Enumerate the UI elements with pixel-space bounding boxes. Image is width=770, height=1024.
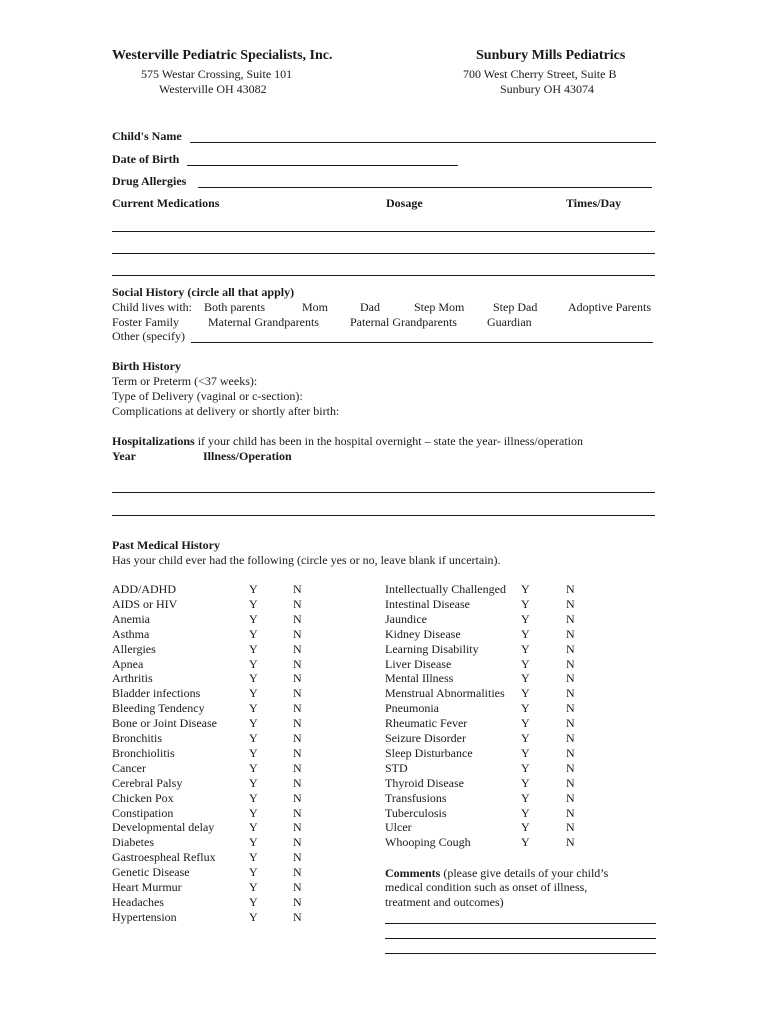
condition-label: Hypertension	[112, 909, 177, 924]
condition-label: Ulcer	[385, 820, 412, 835]
yes-option[interactable]: Y	[249, 820, 258, 835]
yes-option[interactable]: Y	[249, 894, 258, 909]
option-mom[interactable]: Mom	[302, 300, 329, 314]
no-option[interactable]: N	[566, 731, 575, 745]
yes-option[interactable]: Y	[249, 701, 258, 716]
no-option[interactable]: N	[566, 701, 575, 716]
drug-allergies-label: Drug Allergies	[112, 174, 187, 188]
comments-field-line-1[interactable]	[385, 910, 656, 924]
yes-option[interactable]: Y	[249, 596, 258, 611]
complications-label: Complications at delivery or shortly after birth:	[112, 404, 340, 418]
hospitalizations-title: Hospitalizations	[112, 434, 195, 448]
medication-line-3[interactable]	[112, 262, 655, 276]
condition-label: Bronchitis	[112, 731, 162, 745]
condition-label: Sleep Disturbance	[385, 745, 473, 760]
condition-label: Gastroespheal Reflux	[112, 850, 216, 865]
yes-option[interactable]: Y	[249, 656, 258, 671]
no-option[interactable]: N	[293, 775, 302, 790]
condition-label: Learning Disability	[385, 641, 479, 656]
term-preterm-label: Term or Preterm (<37 weeks):	[112, 374, 258, 388]
times-per-day-label: Times/Day	[566, 196, 622, 210]
comments-text-2: medical condition such as onset of illness,	[385, 880, 588, 894]
comments-label: Comments	[385, 866, 441, 880]
yes-option[interactable]: Y	[249, 731, 258, 745]
no-option[interactable]: N	[566, 820, 575, 835]
condition-label: Intellectually Challenged	[385, 582, 506, 596]
condition-label: STD	[385, 760, 408, 775]
pmh-title: Past Medical History	[112, 538, 220, 552]
hospitalizations-desc: if your child has been in the hospital overnight – state the year- illness/operation	[194, 434, 584, 448]
drug-allergies-field[interactable]	[198, 174, 652, 188]
no-option[interactable]: N	[293, 596, 302, 611]
condition-label: Menstrual Abnormalities	[385, 686, 505, 701]
condition-label: Bone or Joint Disease	[112, 716, 217, 731]
no-option[interactable]: N	[293, 656, 302, 671]
no-option[interactable]: N	[293, 671, 302, 686]
condition-label: Kidney Disease	[385, 626, 461, 641]
illness-operation-column-label: Illness/Operation	[203, 449, 292, 463]
condition-label: Arthritis	[112, 671, 153, 686]
comments-field-line-3[interactable]	[385, 940, 656, 954]
no-option[interactable]: N	[293, 894, 302, 909]
condition-label: Asthma	[112, 626, 150, 641]
comments-line-1	[385, 866, 608, 881]
pmh-instructions: Has your child ever had the following (circle yes or no, leave blank if uncertain).	[112, 553, 501, 567]
lives-with-label: Child lives with:	[112, 300, 193, 314]
condition-label: Cancer	[112, 760, 146, 775]
condition-label: Bronchiolitis	[112, 745, 175, 760]
childs-name-label: Child's Name	[112, 129, 182, 143]
no-option[interactable]: N	[566, 686, 575, 701]
no-option[interactable]: N	[293, 701, 302, 716]
yes-option[interactable]: Y	[521, 760, 530, 775]
condition-label: Intestinal Disease	[385, 596, 470, 611]
social-history-title: Social History (circle all that apply)	[112, 285, 295, 299]
condition-label: Tuberculosis	[385, 805, 447, 820]
condition-label: Headaches	[112, 894, 164, 909]
other-specify-label: Other (specify)	[112, 329, 185, 343]
no-option[interactable]: N	[566, 596, 575, 611]
condition-label: Thyroid Disease	[385, 775, 464, 790]
hospitalization-line-1[interactable]	[112, 479, 655, 493]
no-option[interactable]: N	[566, 835, 575, 850]
condition-label: Whooping Cough	[385, 835, 471, 850]
yes-option[interactable]: Y	[249, 909, 258, 924]
yes-option[interactable]: Y	[249, 686, 258, 701]
yes-option[interactable]: Y	[521, 596, 530, 611]
yes-option[interactable]: Y	[249, 671, 258, 686]
no-option[interactable]: N	[293, 626, 302, 641]
condition-label: Apnea	[112, 656, 144, 671]
no-option[interactable]: N	[293, 880, 302, 894]
condition-label: Allergies	[112, 641, 156, 656]
option-step-dad[interactable]: Step Dad	[493, 300, 538, 314]
option-paternal-grandparents[interactable]: Paternal Grandparents	[350, 315, 457, 329]
condition-label: Genetic Disease	[112, 865, 190, 880]
yes-option[interactable]: Y	[249, 582, 258, 596]
yes-option[interactable]: Y	[249, 835, 258, 850]
no-option[interactable]: N	[566, 582, 575, 596]
practice-address-left-2: Westerville OH 43082	[159, 82, 267, 96]
condition-label: Heart Murmur	[112, 880, 182, 894]
current-medications-label: Current Medications	[112, 196, 220, 210]
no-option[interactable]: N	[293, 641, 302, 656]
hospitalizations-heading	[112, 434, 583, 449]
no-option[interactable]: N	[566, 656, 575, 671]
condition-label: Chicken Pox	[112, 790, 174, 805]
yes-option[interactable]: Y	[521, 790, 530, 805]
comments-text-1: (please give details of your child’s	[440, 866, 609, 880]
condition-label: Mental Illness	[385, 671, 454, 686]
practice-address-right-1: 700 West Cherry Street, Suite B	[463, 67, 617, 81]
birth-history-title: Birth History	[112, 359, 181, 373]
yes-option[interactable]: Y	[249, 626, 258, 641]
yes-option[interactable]: Y	[249, 850, 258, 865]
condition-label: Rheumatic Fever	[385, 716, 468, 731]
no-option[interactable]: N	[293, 582, 302, 596]
condition-label: Bladder infections	[112, 686, 201, 701]
hospitalization-line-2[interactable]	[112, 502, 655, 516]
no-option[interactable]: N	[293, 850, 302, 865]
yes-option[interactable]: Y	[521, 626, 530, 641]
dosage-label: Dosage	[386, 196, 423, 210]
condition-label: AIDS or HIV	[112, 596, 178, 611]
yes-option[interactable]: Y	[521, 835, 530, 850]
delivery-type-label: Type of Delivery (vaginal or c-section):	[112, 389, 303, 403]
no-option[interactable]: N	[566, 790, 575, 805]
no-option[interactable]: N	[293, 731, 302, 745]
option-guardian[interactable]: Guardian	[487, 315, 532, 329]
option-both-parents[interactable]: Both parents	[204, 300, 265, 314]
option-step-mom[interactable]: Step Mom	[414, 300, 465, 314]
yes-option[interactable]: Y	[521, 701, 530, 716]
condition-label: Seizure Disorder	[385, 731, 466, 745]
yes-option[interactable]: Y	[249, 611, 258, 626]
no-option[interactable]: N	[293, 909, 302, 924]
yes-option[interactable]: Y	[249, 790, 258, 805]
yes-option[interactable]: Y	[249, 641, 258, 656]
comments-text-3: treatment and outcomes)	[385, 895, 504, 909]
dob-field[interactable]	[187, 152, 458, 166]
medication-line-1[interactable]	[112, 218, 655, 232]
no-option[interactable]: N	[566, 760, 575, 775]
no-option[interactable]: N	[566, 775, 575, 790]
condition-label: Liver Disease	[385, 656, 452, 671]
condition-label: Pneumonia	[385, 701, 439, 716]
year-column-label: Year	[112, 449, 136, 463]
yes-option[interactable]: Y	[521, 686, 530, 701]
no-option[interactable]: N	[566, 805, 575, 820]
no-option[interactable]: N	[566, 716, 575, 731]
yes-option[interactable]: Y	[521, 582, 530, 596]
medication-line-2[interactable]	[112, 240, 655, 254]
no-option[interactable]: N	[566, 671, 575, 686]
other-specify-field[interactable]	[191, 329, 653, 343]
condition-label: ADD/ADHD	[112, 582, 176, 596]
option-foster-family[interactable]: Foster Family	[112, 315, 180, 329]
yes-option[interactable]: Y	[521, 641, 530, 656]
option-adoptive-parents[interactable]: Adoptive Parents	[568, 300, 651, 314]
yes-option[interactable]: Y	[521, 671, 530, 686]
practice-name-right: Sunbury Mills Pediatrics	[476, 48, 626, 63]
no-option[interactable]: N	[293, 611, 302, 626]
yes-option[interactable]: Y	[521, 731, 530, 745]
dob-label: Date of Birth	[112, 152, 180, 166]
no-option[interactable]: N	[293, 716, 302, 731]
practice-address-left-1: 575 Westar Crossing, Suite 101	[141, 67, 293, 81]
no-option[interactable]: N	[293, 760, 302, 775]
condition-label: Cerebral Palsy	[112, 775, 183, 790]
no-option[interactable]: N	[293, 805, 302, 820]
no-option[interactable]: N	[566, 641, 575, 656]
yes-option[interactable]: Y	[521, 805, 530, 820]
condition-label: Jaundice	[385, 611, 427, 626]
condition-label: Bleeding Tendency	[112, 701, 205, 716]
no-option[interactable]: N	[293, 865, 302, 880]
no-option[interactable]: N	[293, 686, 302, 701]
condition-label: Constipation	[112, 805, 174, 820]
comments-field-line-2[interactable]	[385, 925, 656, 939]
no-option[interactable]: N	[293, 820, 302, 835]
condition-label: Developmental delay	[112, 820, 215, 835]
yes-option[interactable]: Y	[521, 745, 530, 760]
yes-option[interactable]: Y	[249, 865, 258, 880]
no-option[interactable]: N	[566, 745, 575, 760]
yes-option[interactable]: Y	[521, 820, 530, 835]
yes-option[interactable]: Y	[521, 656, 530, 671]
yes-option[interactable]: Y	[249, 745, 258, 760]
yes-option[interactable]: Y	[521, 611, 530, 626]
option-dad[interactable]: Dad	[360, 300, 380, 314]
yes-option[interactable]: Y	[249, 805, 258, 820]
yes-option[interactable]: Y	[249, 880, 258, 894]
no-option[interactable]: N	[293, 835, 302, 850]
condition-label: Diabetes	[112, 835, 154, 850]
practice-name-left: Westerville Pediatric Specialists, Inc.	[112, 48, 333, 63]
option-maternal-grandparents[interactable]: Maternal Grandparents	[208, 315, 319, 329]
condition-label: Transfusions	[385, 790, 447, 805]
no-option[interactable]: N	[566, 626, 575, 641]
condition-label: Anemia	[112, 611, 150, 626]
practice-address-right-2: Sunbury OH 43074	[500, 82, 595, 96]
yes-option[interactable]: Y	[249, 775, 258, 790]
yes-option[interactable]: Y	[521, 716, 530, 731]
no-option[interactable]: N	[566, 611, 575, 626]
childs-name-field[interactable]	[190, 129, 656, 143]
yes-option[interactable]: Y	[249, 716, 258, 731]
no-option[interactable]: N	[293, 745, 302, 760]
yes-option[interactable]: Y	[249, 760, 258, 775]
no-option[interactable]: N	[293, 790, 302, 805]
yes-option[interactable]: Y	[521, 775, 530, 790]
